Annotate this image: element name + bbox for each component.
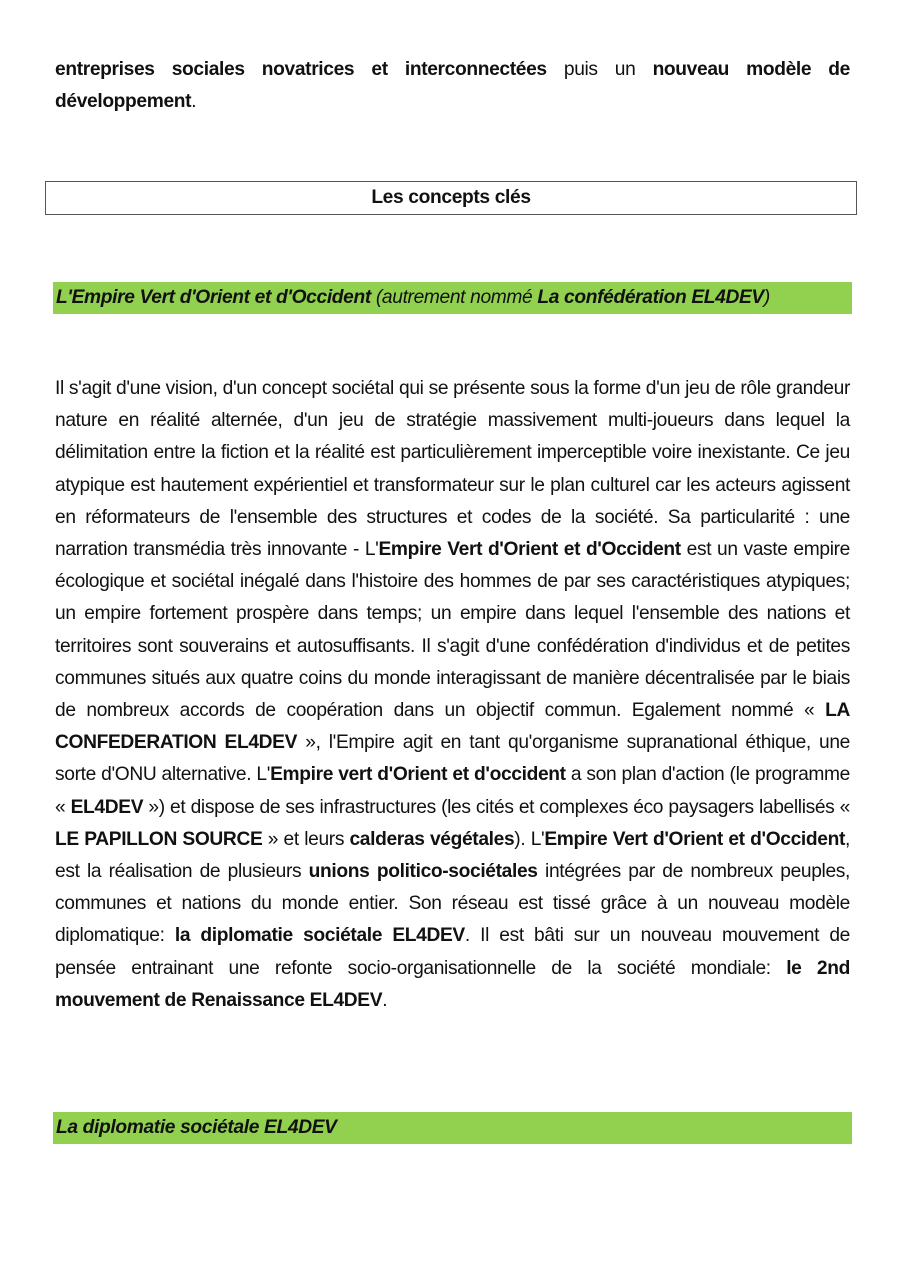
- body-text: », l'Empire agit en tant qu'organisme supranational éthique, une sorte d'ONU alternative. L': [55, 732, 851, 786]
- section-heading-empire: [53, 282, 852, 314]
- concepts-header-title: Les concepts clés: [371, 187, 531, 208]
- section-heading-diplomatie: [53, 1112, 852, 1144]
- body-text: » et leurs: [262, 828, 350, 850]
- body-bold: LA CONFEDERATION EL4DEV: [55, 700, 850, 754]
- intro-bold-1: entreprises sociales novatrices et interconnectées: [55, 59, 547, 80]
- body-text: Il s'agit d'une vision, d'un concept sociétal qui se présente sous la forme d'un jeu de rôle grandeur nature en réalité alternée, d'un jeu de stratégie massivement multi-joueurs dans lequel la délimitation entre la fiction et la réalité est particulièrement imperceptible voire inexistante. Ce jeu atypique est hautement expérientiel et transformateur sur le plan culturel car les acteurs agissent en réformateurs de l'ensemble des structures et codes de la société. Sa particularité : une narration transmédia très innovante - L': [55, 378, 850, 561]
- body-bold: EL4DEV: [70, 796, 144, 818]
- body-text: . Il est bâti sur un nouveau mouvement de pensée entrainant une refonte socio-organisationnelle de la société mondiale:: [55, 925, 850, 979]
- intro-text-1: puis un: [546, 59, 653, 80]
- body-paragraph: [55, 373, 850, 1017]
- section1-title-mid: (autrement nommé: [370, 287, 538, 308]
- body-bold: Empire vert d'Orient et d'occident: [270, 764, 566, 786]
- body-bold: Empire Vert d'Orient et d'Occident: [378, 539, 681, 561]
- section1-title-bold: L'Empire Vert d'Orient et d'Occident: [56, 287, 371, 308]
- body-bold: unions politico-sociétales: [308, 861, 538, 883]
- intro-paragraph: [55, 54, 850, 118]
- body-bold: la diplomatie sociétale EL4DEV: [174, 925, 465, 947]
- body-text: a son plan d'action (le programme «: [55, 764, 850, 818]
- body-text: est un vaste empire écologique et sociétal inégalé dans l'histoire des hommes de par ses caractéristiques atypiques; un empire fortement prospère dans temps; un empire dans lequel l'ensemble des nations et territoires sont souverains et autosuffisants. Il s'agit d'une confédération d'individus et de petites communes situés aux quatre coins du monde interagissant de manière décentralisée par le biais de nombreux accords de coopération dans un objectif commun. Egalement nommé «: [55, 539, 850, 722]
- body-text: ). L': [514, 828, 545, 850]
- concepts-header-box: [45, 181, 857, 215]
- body-text: .: [382, 989, 388, 1011]
- section1-title-bold-2: La confédération EL4DEV: [537, 287, 764, 308]
- body-text: ») et dispose de ses infrastructures (les cités et complexes éco paysagers labellisés «: [143, 796, 850, 818]
- body-bold: le 2nd mouvement de Renaissance EL4DEV: [55, 957, 850, 1011]
- body-text: , est la réalisation de plusieurs: [55, 828, 850, 883]
- section1-title-end: ): [763, 287, 770, 308]
- body-text: intégrées par de nombreux peuples, communes et nations du monde entier. Son réseau est tissé grâce à un nouveau modèle diplomatique:: [55, 861, 850, 947]
- body-bold: calderas végétales: [349, 828, 515, 850]
- intro-text-2: .: [191, 91, 197, 113]
- body-bold: LE PAPILLON SOURCE: [55, 828, 263, 850]
- section2-title-bold: La diplomatie sociétale EL4DEV: [56, 1117, 337, 1138]
- intro-bold-2: nouveau modèle de développement: [55, 59, 851, 113]
- body-bold: Empire Vert d'Orient et d'Occident: [544, 828, 846, 850]
